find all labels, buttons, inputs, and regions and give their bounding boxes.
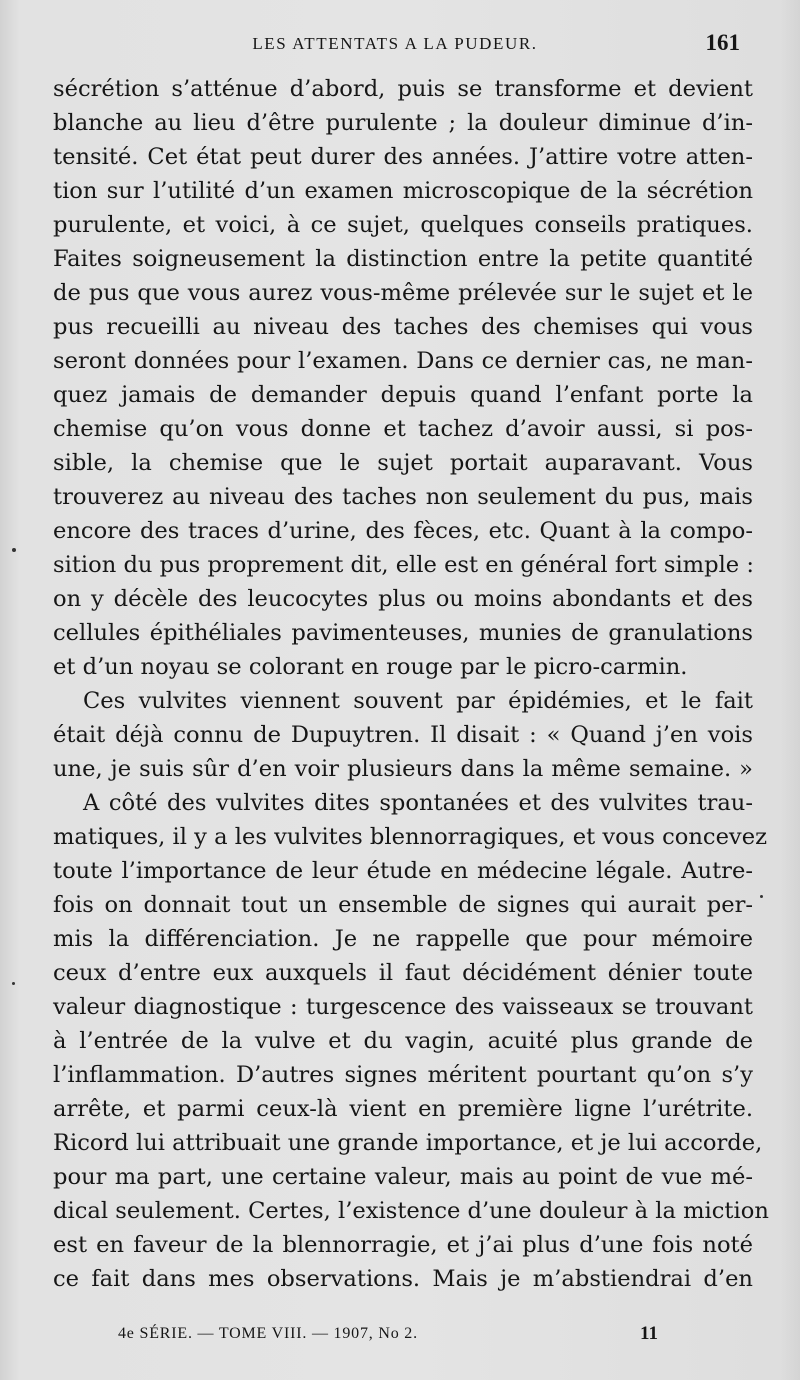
text-line: purulente, et voici, à ce sujet, quelques conseils pratiques.: [53, 212, 753, 238]
text-line: cellules épithéliales pavimenteuses, munies de granulations: [53, 620, 753, 646]
text-line: matiques, il y a les vulvites blennorragiques, et vous concevez: [53, 824, 767, 850]
running-title: LES ATTENTATS A LA PUDEUR.: [252, 34, 538, 53]
series-line: 4e SÉRIE. — TOME VIII. — 1907, No 2.: [118, 1325, 418, 1342]
print-speck: [12, 548, 16, 552]
text-line: trouverez au niveau des taches non seulement du pus, mais: [53, 484, 753, 510]
page-footer: [118, 1325, 658, 1351]
text-line: chemise qu’on vous donne et tachez d’avoir aussi, si pos-: [53, 416, 753, 442]
text-line: Ricord lui attribuait une grande importance, et je lui accorde,: [53, 1130, 763, 1156]
paragraph-end-line: une, je suis sûr d’en voir plusieurs dans la même semaine. »: [53, 756, 753, 782]
text-line: sition du pus proprement dit, elle est en général fort simple :: [53, 552, 754, 578]
text-line: fois on donnait tout un ensemble de signes qui aurait per-: [53, 892, 753, 918]
text-line: pus recueilli au niveau des taches des chemises qui vous: [53, 314, 753, 340]
text-line: valeur diagnostique : turgescence des vaisseaux se trouvant: [53, 994, 753, 1020]
text-line: pour ma part, une certaine valeur, mais au point de vue mé-: [53, 1164, 753, 1190]
text-line: toute l’importance de leur étude en médecine légale. Autre-: [53, 858, 753, 884]
text-line: sécrétion s’atténue d’abord, puis se transforme et devient: [53, 76, 753, 102]
text-line: arrête, et parmi ceux-là vient en première ligne l’urétrite.: [53, 1096, 753, 1122]
text-line: encore des traces d’urine, des fèces, etc. Quant à la compo-: [53, 518, 753, 544]
text-line: dical seulement. Certes, l’existence d’une douleur à la miction: [53, 1198, 769, 1224]
text-line: était déjà connu de Dupuytren. Il disait : « Quand j’en vois: [53, 722, 753, 748]
page-number: 161: [705, 30, 740, 55]
text-line: on y décèle des leucocytes plus ou moins abondants et des: [53, 586, 753, 612]
text-line: quez jamais de demander depuis quand l’enfant porte la: [53, 382, 753, 408]
text-line: ce fait dans mes observations. Mais je m’abstiendrai d’en: [53, 1266, 753, 1292]
text-line: tion sur l’utilité d’un examen microscopique de la sécrétion: [53, 178, 753, 204]
text-line: à l’entrée de la vulve et du vagin, acuité plus grande de: [53, 1028, 753, 1054]
paragraph-end-line: et d’un noyau se colorant en rouge par le picro-carmin.: [53, 654, 688, 680]
text-line: blanche au lieu d’être purulente ; la douleur diminue d’in-: [53, 110, 753, 136]
print-speck: [12, 982, 15, 985]
body-text: [53, 72, 769, 1296]
text-line: seront données pour l’examen. Dans ce dernier cas, ne man-: [53, 348, 753, 374]
text-line: l’inflammation. D’autres signes méritent pourtant qu’on s’y: [53, 1062, 753, 1088]
print-speck: [760, 895, 763, 898]
text-line: sible, la chemise que le sujet portait auparavant. Vous: [53, 450, 753, 476]
signature-mark: 11: [640, 1323, 658, 1344]
text-line: de pus que vous aurez vous-même prélevée sur le sujet et le: [53, 280, 753, 306]
paragraph-start-line: Ces vulvites viennent souvent par épidémies, et le fait: [83, 688, 753, 714]
text-line: est en faveur de la blennorragie, et j’ai plus d’une fois noté: [53, 1232, 753, 1258]
running-header: [50, 30, 740, 64]
text-line: ceux d’entre eux auxquels il faut décidément dénier toute: [53, 960, 753, 986]
text-line: mis la différenciation. Je ne rappelle que pour mémoire: [53, 926, 753, 952]
text-line: tensité. Cet état peut durer des années. J’attire votre atten-: [53, 144, 753, 170]
text-line: Faites soigneusement la distinction entre la petite quantité: [53, 246, 753, 272]
paragraph-start-line: A côté des vulvites dites spontanées et des vulvites trau-: [83, 790, 753, 816]
